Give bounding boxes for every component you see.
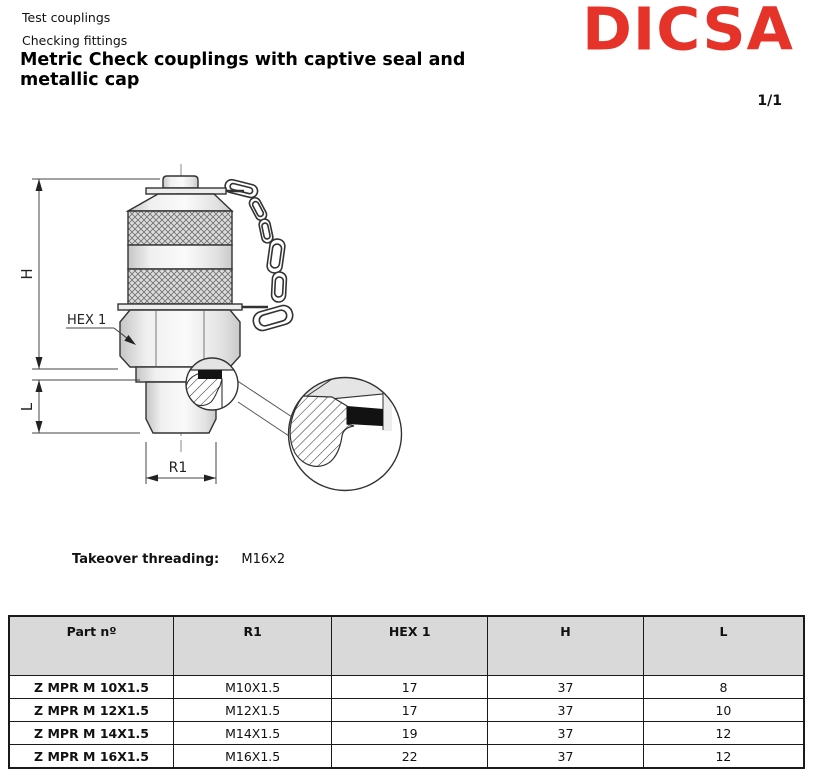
cell-hex1: 17 bbox=[332, 676, 488, 699]
category-line-2: Checking fittings bbox=[22, 33, 128, 48]
cell-h: 37 bbox=[488, 676, 644, 699]
seal-detail-big bbox=[272, 352, 414, 504]
dim-label-r1: R1 bbox=[168, 460, 188, 476]
cell-part-no: Z MPR M 14X1.5 bbox=[9, 722, 174, 745]
cell-r1: M16X1.5 bbox=[174, 745, 332, 769]
cell-l: 12 bbox=[643, 745, 804, 769]
col-header-h: H bbox=[488, 616, 644, 676]
cell-h: 37 bbox=[488, 745, 644, 769]
cell-l: 12 bbox=[643, 722, 804, 745]
table-row bbox=[9, 745, 804, 769]
washer bbox=[118, 304, 242, 310]
col-header-part-no: Part nº bbox=[9, 616, 174, 676]
page-number: 1/1 bbox=[757, 93, 782, 109]
cell-part-no: Z MPR M 10X1.5 bbox=[9, 676, 174, 699]
cell-hex1: 22 bbox=[332, 745, 488, 769]
cell-r1: M12X1.5 bbox=[174, 699, 332, 722]
cell-part-no: Z MPR M 12X1.5 bbox=[9, 699, 174, 722]
cell-hex1: 19 bbox=[332, 722, 488, 745]
dim-label-h: H bbox=[18, 268, 36, 280]
takeover-value: M16x2 bbox=[241, 552, 286, 567]
cell-l: 8 bbox=[643, 676, 804, 699]
col-header-r1: R1 bbox=[174, 616, 332, 676]
cell-r1: M10X1.5 bbox=[174, 676, 332, 699]
seal-ring-small bbox=[198, 370, 222, 379]
technical-drawing bbox=[0, 140, 470, 540]
table-header-row bbox=[9, 616, 804, 676]
cell-h: 37 bbox=[488, 699, 644, 722]
cap-knob bbox=[163, 176, 198, 188]
col-header-hex1: HEX 1 bbox=[332, 616, 488, 676]
page-title: Metric Check couplings with captive seal and metallic cap bbox=[20, 50, 466, 90]
knurl-upper bbox=[128, 211, 232, 245]
cell-part-no: Z MPR M 16X1.5 bbox=[9, 745, 174, 769]
table-row bbox=[9, 722, 804, 745]
dim-label-l: L bbox=[18, 402, 36, 412]
table-row bbox=[9, 676, 804, 699]
cell-hex1: 17 bbox=[332, 699, 488, 722]
cap-cone bbox=[128, 194, 232, 211]
knurl-lower bbox=[128, 269, 232, 304]
table-row bbox=[9, 699, 804, 722]
dicsa-logo: DICSA bbox=[582, 0, 794, 65]
category-line-1: Test couplings bbox=[22, 10, 111, 25]
col-header-l: L bbox=[643, 616, 804, 676]
takeover-label: Takeover threading: bbox=[72, 552, 220, 567]
dim-L bbox=[18, 380, 140, 433]
cap-flange bbox=[146, 188, 226, 194]
takeover-threading bbox=[72, 552, 285, 567]
hex-nut bbox=[120, 310, 240, 367]
cell-h: 37 bbox=[488, 722, 644, 745]
cell-l: 10 bbox=[643, 699, 804, 722]
smooth-band bbox=[128, 245, 232, 269]
cell-r1: M14X1.5 bbox=[174, 722, 332, 745]
specifications-table bbox=[8, 615, 805, 769]
dim-label-hex1: HEX 1 bbox=[67, 313, 107, 328]
seal-ring-big bbox=[347, 406, 383, 426]
